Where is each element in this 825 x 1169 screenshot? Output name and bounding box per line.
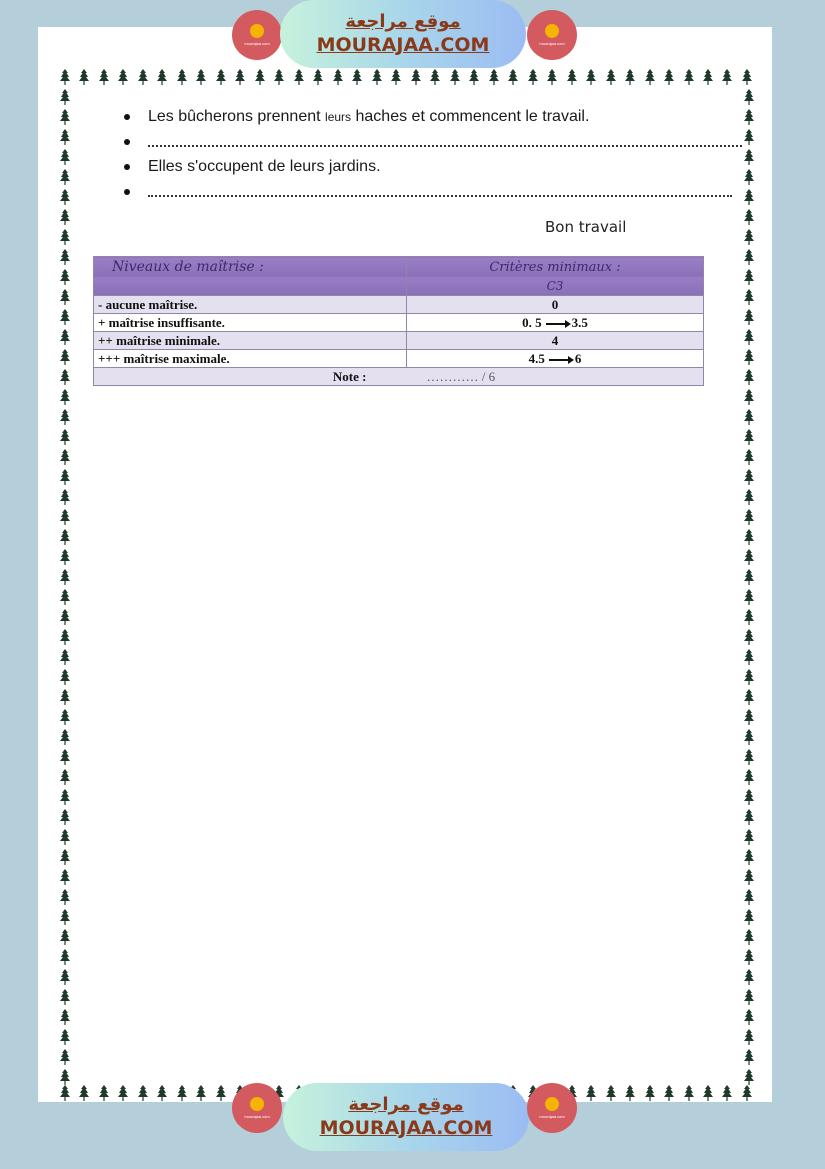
tree-icon [744, 669, 754, 685]
tree-icon [60, 149, 70, 165]
book-icon [545, 1097, 559, 1111]
note-row: Note : ………… / 6 [94, 368, 704, 386]
tree-icon [744, 909, 754, 925]
tree-icon [744, 589, 754, 605]
tree-icon [411, 69, 421, 85]
tree-icon [60, 589, 70, 605]
tree-icon [744, 769, 754, 785]
brand-logo-left[interactable]: mourajaa.com [232, 10, 282, 60]
tree-icon [744, 649, 754, 665]
tree-icon [60, 689, 70, 705]
tree-icon [645, 1085, 655, 1101]
tree-icon [645, 69, 655, 85]
tree-icon [352, 69, 362, 85]
tree-icon [60, 609, 70, 625]
tree-icon [274, 69, 284, 85]
tree-icon [744, 389, 754, 405]
tree-icon [744, 249, 754, 265]
tree-icon [99, 1085, 109, 1101]
tree-icon [60, 929, 70, 945]
tree-icon [333, 69, 343, 85]
tree-icon [79, 1085, 89, 1101]
criteria-table [93, 256, 704, 386]
brand-logo-left-bottom[interactable]: mourajaa.com [232, 1083, 282, 1133]
tree-icon [255, 69, 265, 85]
tree-icon [216, 1085, 226, 1101]
tree-border-top [60, 69, 752, 89]
tree-icon [744, 869, 754, 885]
table-row: - aucune maîtrise. 0 [94, 296, 704, 314]
tree-icon [60, 789, 70, 805]
tree-icon [118, 69, 128, 85]
tree-icon [744, 789, 754, 805]
tree-icon [744, 369, 754, 385]
tree-icon [703, 1085, 713, 1101]
tree-icon [744, 189, 754, 205]
tree-icon [60, 449, 70, 465]
tree-icon [744, 429, 754, 445]
tree-icon [606, 1085, 616, 1101]
tree-icon [60, 109, 70, 125]
tree-icon [216, 69, 226, 85]
tree-icon [744, 509, 754, 525]
bullet [124, 114, 130, 120]
tree-icon [196, 69, 206, 85]
tree-icon [60, 429, 70, 445]
tree-icon [60, 769, 70, 785]
tree-icon [60, 269, 70, 285]
tree-icon [60, 249, 70, 265]
tree-icon [60, 989, 70, 1005]
tree-icon [744, 109, 754, 125]
brand-domain[interactable]: MOURAJAA.COM [316, 34, 490, 56]
tree-icon [60, 369, 70, 385]
tree-icon [450, 69, 460, 85]
header-levels: Niveaux de maîtrise : [94, 257, 407, 278]
tree-icon [60, 649, 70, 665]
tree-icon [391, 69, 401, 85]
tree-icon [586, 1085, 596, 1101]
tree-icon [744, 1009, 754, 1025]
tree-icon [60, 749, 70, 765]
tree-icon [60, 509, 70, 525]
tree-icon [547, 69, 557, 85]
tree-icon [744, 1069, 754, 1085]
tree-icon [744, 929, 754, 945]
tree-icon [606, 69, 616, 85]
tree-icon [60, 569, 70, 585]
exercise-line-1: Les bûcherons prennent leurs haches et commencent le travail. [122, 104, 742, 129]
header-sub: C3 [407, 277, 704, 296]
tree-icon [744, 469, 754, 485]
tree-icon [742, 69, 752, 85]
tree-icon [744, 269, 754, 285]
brand-logo-right-bottom[interactable]: mourajaa.com [527, 1083, 577, 1133]
tree-icon [744, 809, 754, 825]
brand-logo-right[interactable]: mourajaa.com [527, 10, 577, 60]
tree-icon [177, 69, 187, 85]
tree-icon [469, 69, 479, 85]
tree-icon [744, 709, 754, 725]
tree-icon [744, 1049, 754, 1065]
tree-icon [60, 629, 70, 645]
arrow-right-icon [546, 323, 568, 325]
tree-icon [742, 1085, 752, 1101]
tree-border-right [744, 89, 758, 1085]
brand-domain[interactable]: MOURAJAA.COM [319, 1117, 493, 1139]
tree-icon [744, 569, 754, 585]
tree-icon [744, 309, 754, 325]
tree-icon [722, 1085, 732, 1101]
tree-icon [60, 949, 70, 965]
tree-icon [744, 949, 754, 965]
tree-icon [294, 69, 304, 85]
tree-icon [528, 69, 538, 85]
tree-icon [744, 629, 754, 645]
tree-icon [60, 849, 70, 865]
tree-icon [60, 969, 70, 985]
tree-icon [567, 69, 577, 85]
table-row: + maîtrise insuffisante. 0. 5 3.5 [94, 314, 704, 332]
tree-icon [60, 809, 70, 825]
tree-icon [744, 829, 754, 845]
tree-icon [79, 69, 89, 85]
tree-icon [744, 409, 754, 425]
tree-icon [138, 69, 148, 85]
answer-blank[interactable] [148, 187, 732, 197]
tree-icon [60, 529, 70, 545]
tree-icon [118, 1085, 128, 1101]
tree-icon [60, 329, 70, 345]
tree-icon [60, 69, 70, 85]
exercise-line-4-blank[interactable] [122, 179, 742, 204]
bullet [124, 139, 130, 145]
tree-icon [235, 69, 245, 85]
tree-icon [684, 69, 694, 85]
book-icon [545, 24, 559, 38]
tree-icon [60, 229, 70, 245]
tree-icon [744, 849, 754, 865]
tree-icon [744, 989, 754, 1005]
tree-icon [664, 1085, 674, 1101]
tree-icon [744, 749, 754, 765]
tree-icon [60, 709, 70, 725]
tree-icon [744, 129, 754, 145]
tree-icon [60, 409, 70, 425]
tree-icon [177, 1085, 187, 1101]
tree-icon [722, 69, 732, 85]
tree-icon [99, 69, 109, 85]
tree-icon [60, 1049, 70, 1065]
tree-icon [744, 149, 754, 165]
tree-icon [196, 1085, 206, 1101]
tree-icon [313, 69, 323, 85]
tree-icon [138, 1085, 148, 1101]
tree-icon [60, 309, 70, 325]
tree-icon [744, 209, 754, 225]
criteria-header [94, 257, 704, 278]
tree-icon [60, 829, 70, 845]
tree-icon [60, 549, 70, 565]
tree-icon [744, 449, 754, 465]
tree-icon [744, 1029, 754, 1045]
brand-banner-bottom[interactable] [283, 1083, 529, 1151]
tree-icon [60, 1009, 70, 1025]
book-icon [250, 1097, 264, 1111]
tree-icon [60, 909, 70, 925]
tree-icon [744, 689, 754, 705]
tree-icon [625, 69, 635, 85]
bullet [124, 164, 130, 170]
tree-icon [489, 69, 499, 85]
tree-icon [508, 69, 518, 85]
tree-icon [60, 889, 70, 905]
brand-arabic: موقع مراجعة [348, 1094, 464, 1115]
book-icon [250, 24, 264, 38]
table-row: ++ maîtrise minimale. 4 [94, 332, 704, 350]
tree-icon [744, 969, 754, 985]
note-value[interactable]: ………… / 6 [407, 368, 704, 386]
tree-icon [372, 69, 382, 85]
tree-icon [60, 389, 70, 405]
header-criteria: Critères minimaux : [407, 257, 704, 278]
tree-icon [744, 889, 754, 905]
tree-icon [60, 1029, 70, 1045]
tree-icon [60, 169, 70, 185]
tree-icon [684, 1085, 694, 1101]
tree-icon [60, 89, 70, 105]
tree-icon [625, 1085, 635, 1101]
exercise-list [122, 104, 742, 204]
tree-icon [157, 69, 167, 85]
tree-icon [60, 289, 70, 305]
bullet [124, 189, 130, 195]
tree-icon [744, 289, 754, 305]
tree-icon [60, 489, 70, 505]
exercise-line-2-blank[interactable] [122, 129, 742, 154]
tree-icon [744, 329, 754, 345]
brand-arabic: موقع مراجعة [345, 11, 461, 32]
tree-icon [744, 549, 754, 565]
tree-icon [744, 89, 754, 105]
tree-icon [60, 209, 70, 225]
tree-icon [744, 229, 754, 245]
tree-icon [60, 469, 70, 485]
tree-icon [744, 349, 754, 365]
tree-icon [744, 529, 754, 545]
tree-icon [60, 1085, 70, 1101]
closing-text: Bon travail [545, 218, 627, 236]
tree-icon [586, 69, 596, 85]
tree-icon [60, 729, 70, 745]
tree-icon [430, 69, 440, 85]
tree-icon [60, 129, 70, 145]
table-row: +++ maîtrise maximale. 4.5 6 [94, 350, 704, 368]
tree-icon [703, 69, 713, 85]
tree-icon [664, 69, 674, 85]
tree-icon [744, 489, 754, 505]
tree-icon [60, 669, 70, 685]
tree-border-left [60, 89, 74, 1085]
tree-icon [744, 609, 754, 625]
brand-banner-top[interactable] [280, 0, 526, 68]
tree-icon [60, 869, 70, 885]
exercise-line-3: Elles s'occupent de leurs jardins. [122, 154, 742, 179]
tree-icon [744, 729, 754, 745]
arrow-right-icon [549, 359, 571, 361]
tree-icon [60, 349, 70, 365]
tree-icon [60, 189, 70, 205]
tree-icon [744, 169, 754, 185]
tree-icon [157, 1085, 167, 1101]
tree-icon [60, 1069, 70, 1085]
answer-blank[interactable] [148, 137, 742, 147]
